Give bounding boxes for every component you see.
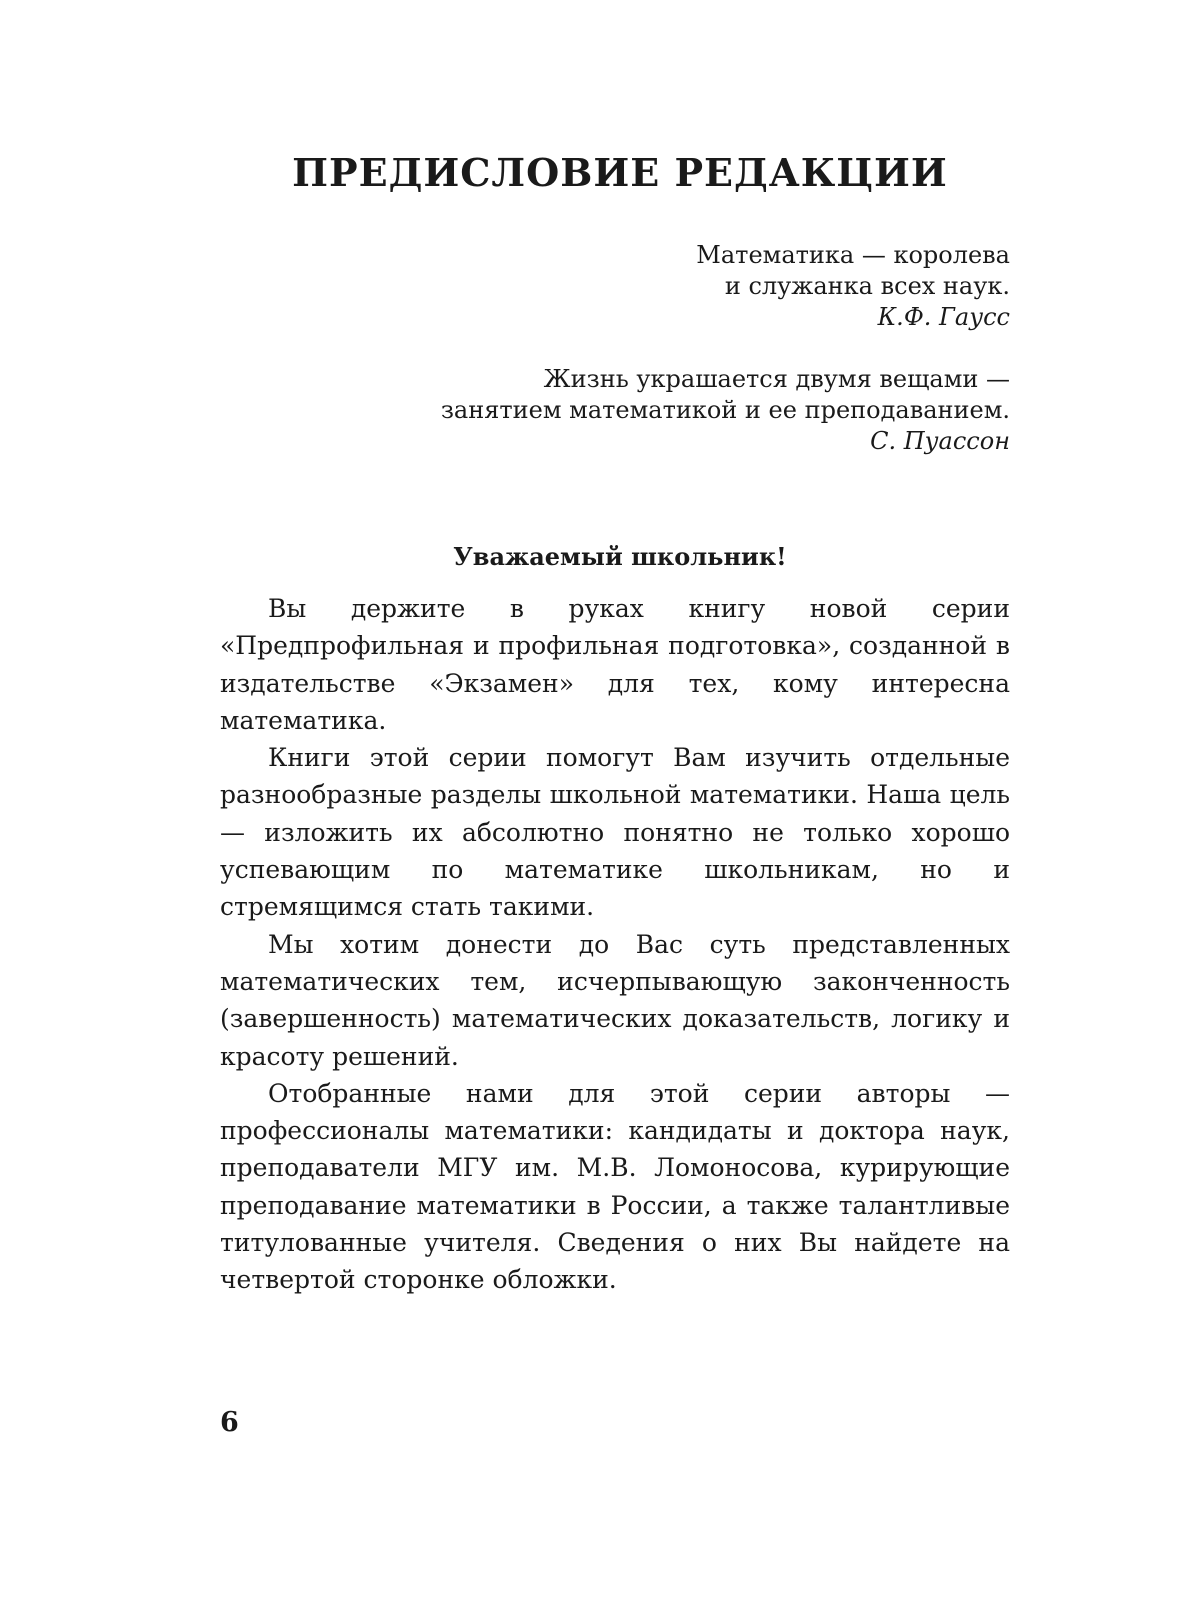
paragraph: Вы держите в руках книгу новой серии «Предпрофильная и профильная подготовка», созданной в издательстве «Экзамен» для тех, кому интересна математика. (220, 594, 1010, 735)
epigraph-poisson (441, 364, 1010, 457)
epigraph-line: Жизнь украшается двумя вещами — (543, 365, 1010, 393)
epigraph-line: занятием математикой и ее преподаванием. (440, 396, 1010, 424)
body-text (220, 590, 1010, 1299)
page-title: ПРЕДИСЛОВИЕ РЕДАКЦИИ (292, 150, 948, 195)
page-number: 6 (220, 1407, 239, 1438)
paragraph: Книги этой серии помогут Вам изучить отдельные разнообразные разделы школьной математики. Наша цель — изложить их абсолютно понятно не только хорошо успевающим по математике школьникам, но и стремящимся стать такими. (220, 743, 1010, 922)
epigraph-author: К.Ф. Гаусс (877, 303, 1010, 331)
greeting-heading: Уважаемый школьник! (453, 542, 787, 571)
epigraph-line: Математика — королева (696, 241, 1010, 269)
epigraph-author: С. Пуассон (870, 427, 1010, 455)
paragraph: Мы хотим донести до Вас суть представленных математических тем, исчерпывающую законченность (завершенность) математических доказательств, логику и красоту решений. (220, 929, 1010, 1071)
epigraph-gauss (696, 240, 1010, 333)
paragraph: Отобранные нами для этой серии авторы — профессионалы математики: кандидаты и доктора наук, преподаватели МГУ им. М.В. Ломоносова, курирующие преподавание математики в России, а также талантливые титулованные учителя. Сведения о них Вы найдете на четвертой сторонке обложки. (220, 1078, 1010, 1295)
epigraph-line: и служанка всех наук. (724, 272, 1010, 300)
